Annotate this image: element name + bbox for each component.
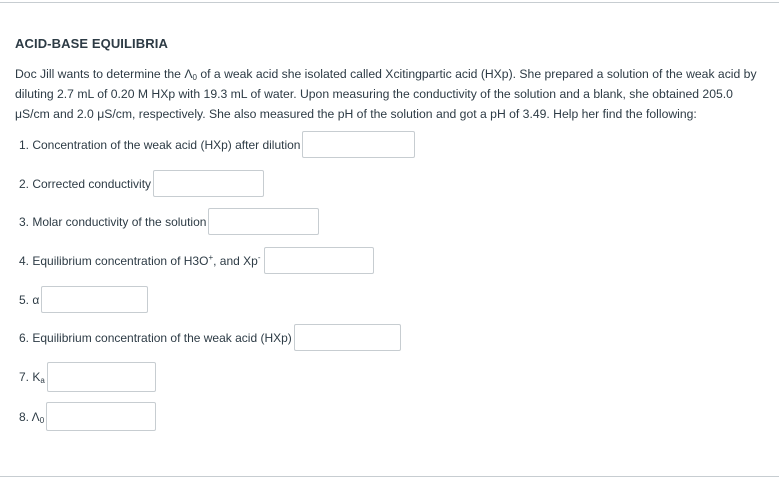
question-7 xyxy=(19,362,156,392)
question-6 xyxy=(19,324,401,351)
answer-input-1[interactable] xyxy=(302,131,415,158)
question-5-label: 5. α xyxy=(19,292,40,307)
question-prompt: Doc Jill wants to determine the $\Lambda_0$ of a weak acid she isolated called Xcitingpartic acid (HXp). She prepared a solution of the weak acid by diluting 2.7 mL of 0.20 M HXp with 19.3 mL of water. Upon measuring the conductivity of the solution and a blank, she obtained 205.0 μS/cm and 2.0 μS/cm, respectively. She also measured the pH of the solution and got a pH of 3.49. Help her find the following: xyxy=(15,67,757,121)
bottom-divider xyxy=(0,476,779,477)
question-5 xyxy=(19,286,148,313)
question-2-label: 2. Corrected conductivity xyxy=(19,176,152,191)
question-4-label: 4. Equilibrium concentration of H3O+, and Xp- xyxy=(19,252,261,268)
answer-input-4[interactable] xyxy=(264,247,374,274)
answer-input-5[interactable] xyxy=(41,286,148,313)
question-6-label: 6. Equilibrium concentration of the weak acid (HXp) xyxy=(19,330,292,345)
question-3-label: 3. Molar conductivity of the solution xyxy=(19,214,207,229)
top-divider xyxy=(0,2,779,3)
question-1 xyxy=(19,131,415,158)
question-1-label: 1. Concentration of the weak acid (HXp) after dilution xyxy=(19,137,301,152)
answer-input-7[interactable] xyxy=(47,362,156,392)
question-3 xyxy=(19,208,319,235)
question-title: ACID-BASE EQUILIBRIA xyxy=(15,36,168,51)
question-2 xyxy=(19,170,264,197)
answer-input-2[interactable] xyxy=(153,170,264,197)
answer-input-8[interactable] xyxy=(46,402,156,431)
answer-input-6[interactable] xyxy=(294,324,401,351)
question-7-label: 7. $K_a$ xyxy=(19,370,45,385)
question-4 xyxy=(19,247,374,274)
question-8-label: 8. $\Lambda_0$ xyxy=(19,409,45,425)
question-8 xyxy=(19,402,156,431)
answer-input-3[interactable] xyxy=(208,208,319,235)
lambda-symbol: Λ xyxy=(184,67,193,81)
